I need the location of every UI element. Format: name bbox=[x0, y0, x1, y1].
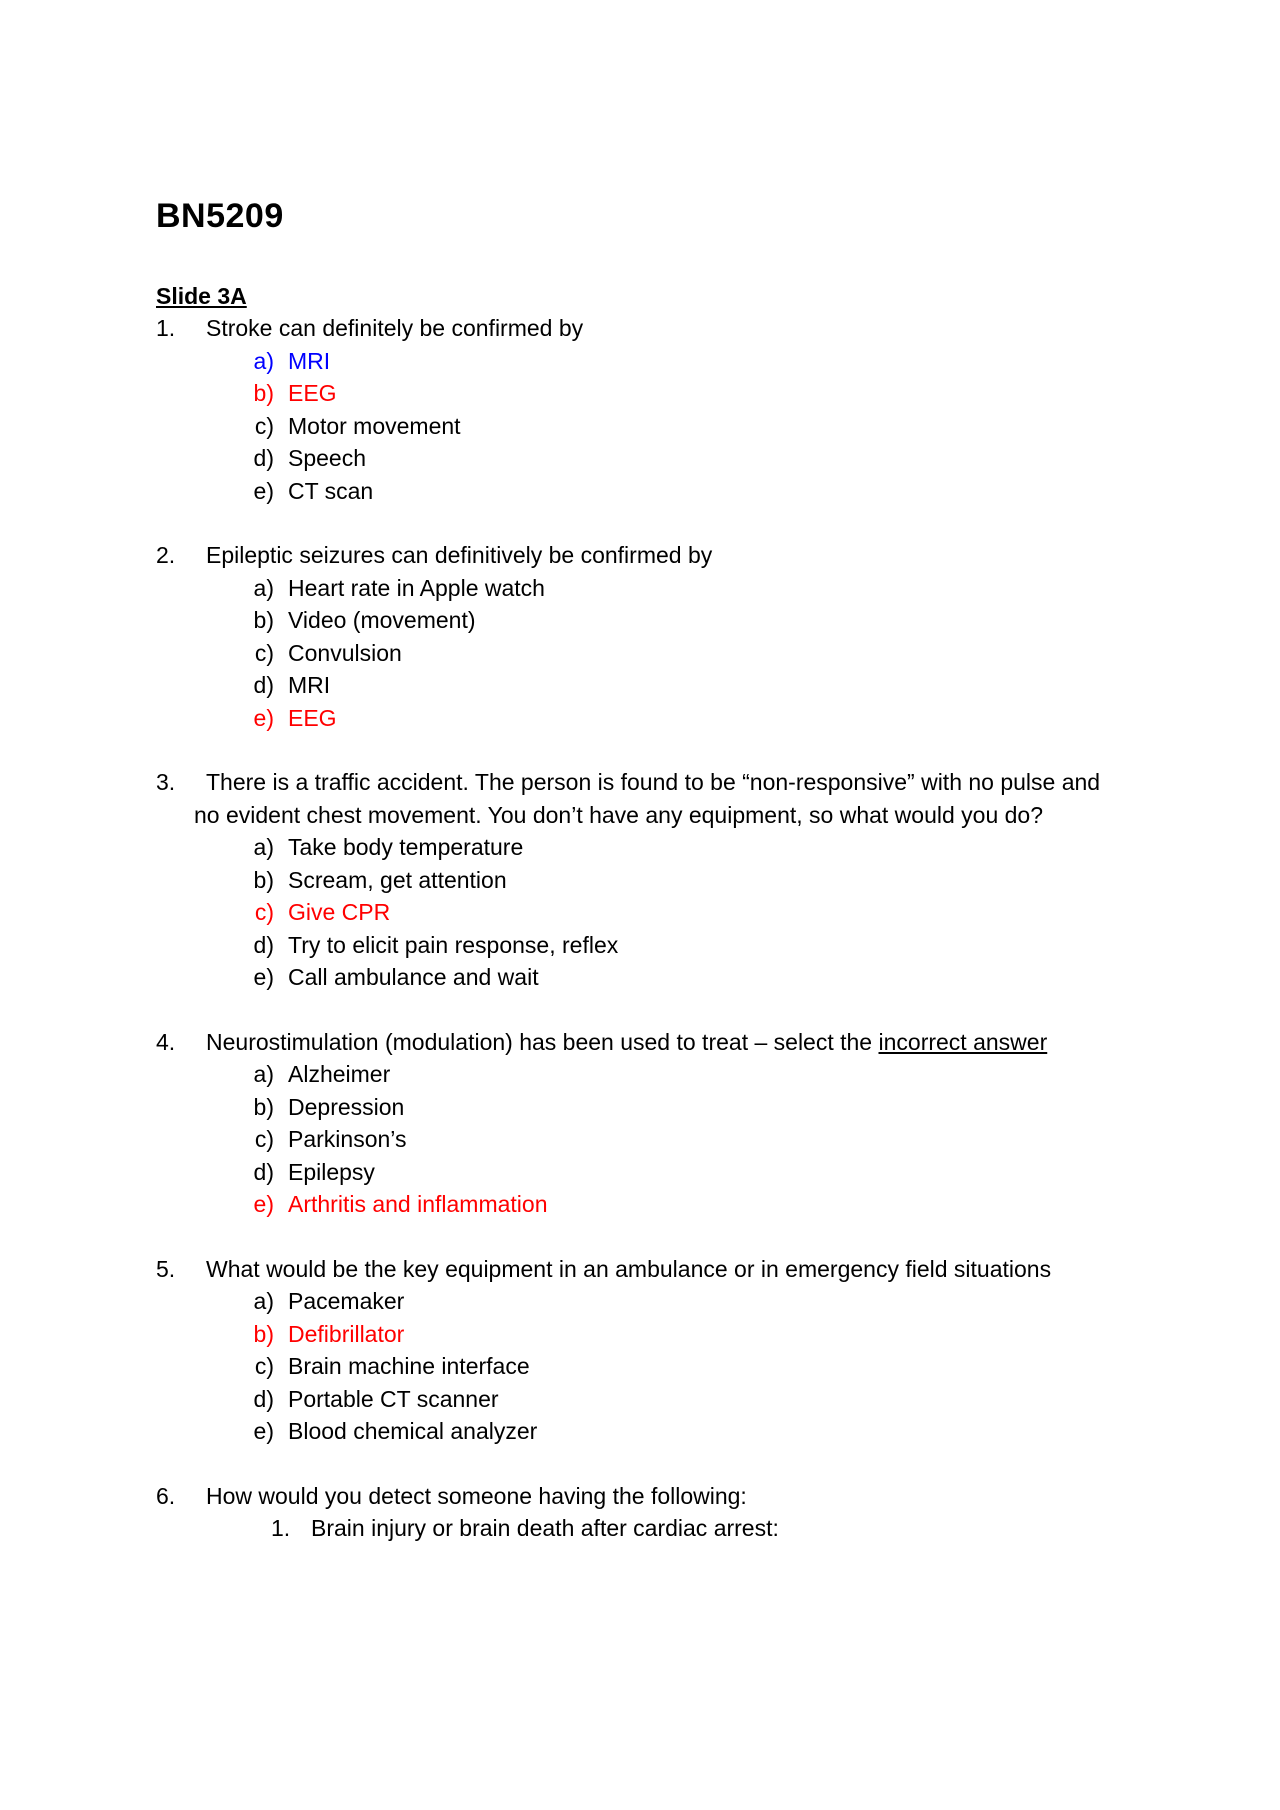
option-letter: a) bbox=[253, 347, 274, 374]
option-letter: c) bbox=[254, 412, 274, 439]
option-letter: a) bbox=[253, 1288, 274, 1314]
option-letter: c) bbox=[254, 1126, 274, 1152]
option-c bbox=[156, 637, 1156, 670]
option-letter: e) bbox=[253, 1191, 274, 1217]
option-text: MRI bbox=[288, 347, 331, 374]
option-letter: e) bbox=[253, 1418, 274, 1444]
option-text: Speech bbox=[288, 445, 367, 471]
option-text: Give CPR bbox=[288, 899, 391, 925]
option-text: Call ambulance and wait bbox=[288, 964, 539, 990]
option-d bbox=[156, 1156, 1156, 1189]
option-b bbox=[156, 604, 1156, 637]
question-number: 3. bbox=[156, 769, 176, 795]
question-text-main: Neurostimulation (modulation) has been used to treat – select the bbox=[206, 1028, 879, 1055]
question-number: 1. bbox=[156, 315, 176, 341]
option-list bbox=[156, 572, 1156, 735]
option-text: MRI bbox=[288, 672, 331, 698]
option-list bbox=[156, 1285, 1156, 1448]
option-letter: e) bbox=[253, 704, 274, 731]
option-text: Heart rate in Apple watch bbox=[288, 574, 545, 601]
option-letter: a) bbox=[253, 1061, 274, 1087]
option-e bbox=[156, 961, 1156, 994]
option-text: Portable CT scanner bbox=[288, 1385, 499, 1412]
option-c bbox=[156, 410, 1156, 443]
question-text: What would be the key equipment in an ambulance or in emergency field situations bbox=[206, 1255, 1052, 1282]
question-number: 5. bbox=[156, 1255, 176, 1282]
question-text: Stroke can definitely be confirmed by bbox=[206, 315, 584, 341]
option-list bbox=[156, 1058, 1156, 1221]
option-letter: d) bbox=[253, 1158, 274, 1185]
option-letter: d) bbox=[253, 931, 274, 958]
option-letter: c) bbox=[254, 1353, 274, 1379]
option-letter: e) bbox=[253, 964, 274, 990]
sub-item-text: Brain injury or brain death after cardiac arrest: bbox=[311, 1515, 779, 1541]
option-letter: b) bbox=[253, 380, 274, 406]
option-letter: c) bbox=[254, 639, 274, 666]
option-text: EEG bbox=[288, 380, 337, 406]
option-text: Try to elicit pain response, reflex bbox=[288, 931, 619, 958]
option-a bbox=[156, 1058, 1156, 1091]
option-e bbox=[156, 1188, 1156, 1221]
option-text: Brain machine interface bbox=[288, 1353, 530, 1379]
option-text: Video (movement) bbox=[288, 607, 476, 633]
option-letter: d) bbox=[253, 1385, 274, 1412]
option-d bbox=[156, 929, 1156, 962]
question-text bbox=[206, 1026, 1156, 1059]
option-letter: d) bbox=[253, 445, 274, 471]
option-text: CT scan bbox=[288, 477, 374, 504]
option-list bbox=[156, 345, 1156, 508]
option-text: EEG bbox=[288, 704, 337, 731]
question-number: 4. bbox=[156, 1028, 176, 1055]
question-number: 6. bbox=[156, 1482, 176, 1509]
option-letter: a) bbox=[253, 834, 274, 860]
option-e bbox=[156, 1415, 1156, 1448]
option-text: Convulsion bbox=[288, 639, 402, 666]
option-text: Pacemaker bbox=[288, 1288, 405, 1314]
question-1 bbox=[156, 312, 1156, 507]
option-list bbox=[156, 831, 1156, 994]
option-c bbox=[156, 896, 1156, 929]
option-letter: b) bbox=[253, 1093, 274, 1120]
option-letter: e) bbox=[253, 477, 274, 504]
option-letter: b) bbox=[253, 607, 274, 633]
option-text: Depression bbox=[288, 1093, 405, 1120]
option-letter: d) bbox=[253, 672, 274, 698]
option-text: Parkinson’s bbox=[288, 1126, 407, 1152]
option-d bbox=[156, 442, 1156, 475]
question-5 bbox=[156, 1253, 1156, 1448]
question-text: How would you detect someone having the following: bbox=[206, 1482, 747, 1509]
option-a bbox=[156, 1285, 1156, 1318]
option-d bbox=[156, 669, 1156, 702]
option-e bbox=[156, 475, 1156, 508]
sub-item-number: 1. bbox=[271, 1515, 291, 1541]
document-title: BN5209 bbox=[156, 197, 284, 235]
option-text: Motor movement bbox=[288, 412, 461, 439]
sub-item bbox=[156, 1512, 1156, 1545]
option-text: Defibrillator bbox=[288, 1320, 405, 1347]
option-e bbox=[156, 702, 1156, 735]
document-page bbox=[156, 196, 1156, 1577]
option-text: Alzheimer bbox=[288, 1061, 391, 1087]
option-a bbox=[156, 345, 1156, 378]
question-2 bbox=[156, 539, 1156, 734]
option-b bbox=[156, 864, 1156, 897]
option-a bbox=[156, 572, 1156, 605]
option-a bbox=[156, 831, 1156, 864]
option-b bbox=[156, 1318, 1156, 1351]
option-c bbox=[156, 1123, 1156, 1156]
question-6 bbox=[156, 1480, 1156, 1545]
option-letter: b) bbox=[253, 866, 274, 893]
option-b bbox=[156, 377, 1156, 410]
question-3 bbox=[156, 766, 1156, 994]
option-text: Scream, get attention bbox=[288, 866, 507, 893]
question-number: 2. bbox=[156, 542, 176, 568]
question-text-line-1: There is a traffic accident. The person is found to be “non-responsive” with no pulse and bbox=[206, 769, 1101, 795]
question-text-line-2: no evident chest movement. You don’t have any equipment, so what would you do? bbox=[194, 801, 1044, 828]
option-c bbox=[156, 1350, 1156, 1383]
option-letter: a) bbox=[253, 574, 274, 601]
option-text: Take body temperature bbox=[288, 834, 524, 860]
incorrect-answer-emphasis: incorrect answer bbox=[878, 1028, 1048, 1055]
question-4 bbox=[156, 1026, 1156, 1221]
option-letter: c) bbox=[254, 899, 274, 925]
option-b bbox=[156, 1091, 1156, 1124]
question-text: Epileptic seizures can definitively be confirmed by bbox=[206, 542, 713, 568]
option-text: Arthritis and inflammation bbox=[288, 1191, 548, 1217]
option-d bbox=[156, 1383, 1156, 1416]
option-text: Epilepsy bbox=[288, 1158, 375, 1185]
option-text: Blood chemical analyzer bbox=[288, 1418, 538, 1444]
option-letter: b) bbox=[253, 1320, 274, 1347]
slide-heading: Slide 3A bbox=[156, 283, 247, 309]
